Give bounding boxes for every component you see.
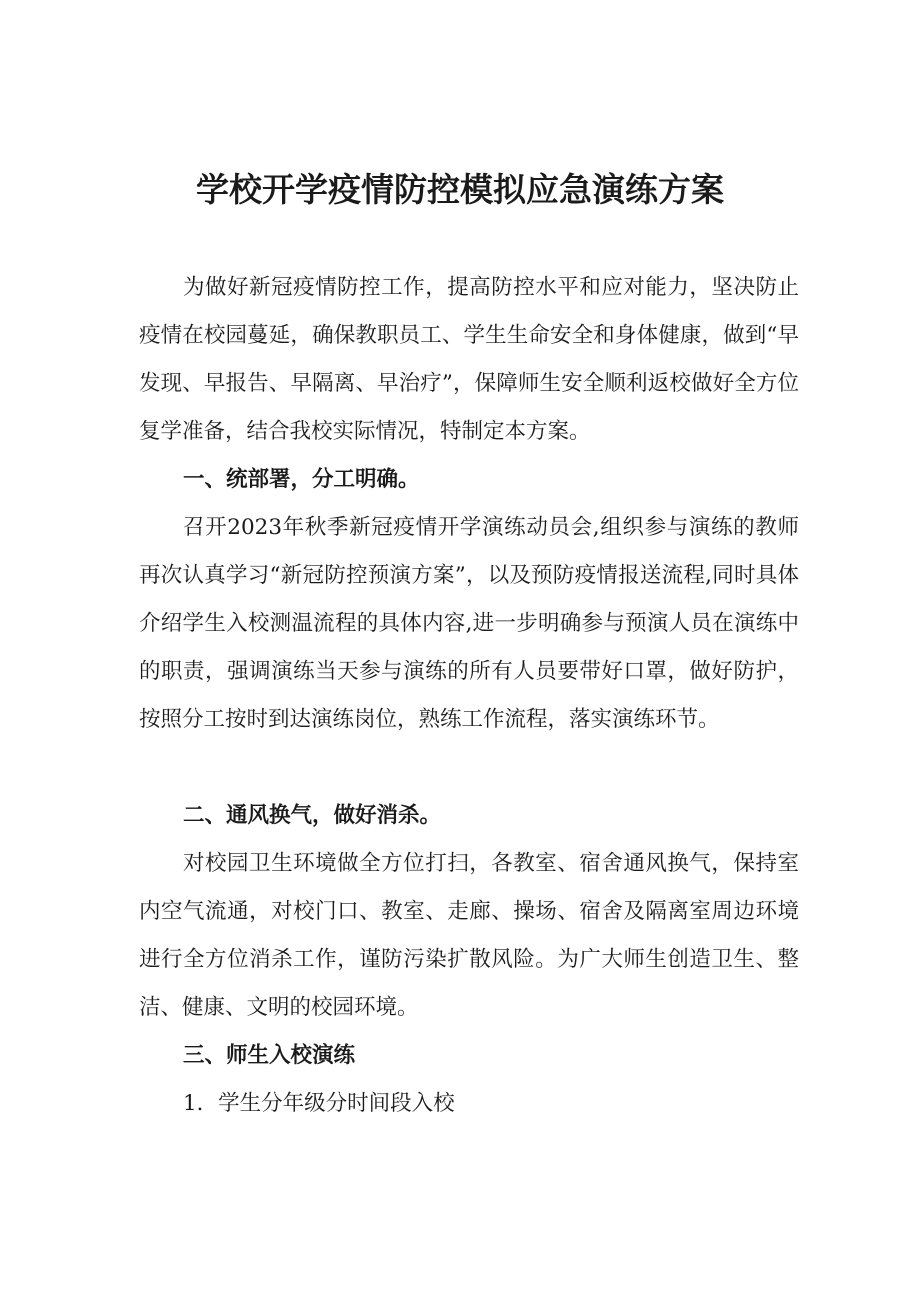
intro-paragraph: 为做好新冠疫情防控工作，提高防控水平和应对能力，坚决防止疫情在校园蔓延，确保教职员工、学生生命安全和身体健康，做到“早发现、早报告、早隔离、早治疗”，保障师生安全顺利返校做好全方位复学准备，结合我校实际情况，特制定本方案。 <box>139 275 799 444</box>
section-heading-3: 三、师生入校演练 <box>183 1043 356 1068</box>
section-body-2-block <box>139 840 799 1032</box>
section-body-1-block <box>139 504 799 744</box>
section-body-2: 对校园卫生环境做全方位打扫，各教室、宿舍通风换气，保持室内空气流通，对校门口、教室、走廊、操场、宿舍及隔离室周边环境进行全方位消杀工作，谨防污染扩散风险。为广大师生创造卫生、整洁、健康、文明的校园环境。 <box>139 851 799 1020</box>
section-heading-1: 一、统部署，分工明确。 <box>183 467 420 492</box>
section-body-1: 召开2023年秋季新冠疫情开学演练动员会,组织参与演练的教师再次认真学习“新冠防控预演方案”，以及预防疫情报送流程,同时具体介绍学生入校测温流程的具体内容,进一步明确参与预演人员在演练中的职责，强调演练当天参与演练的所有人员要带好口罩，做好防护，按照分工按时到达演练岗位，熟练工作流程，落实演练环节。 <box>139 515 799 732</box>
intro-paragraph-block <box>139 264 799 456</box>
sub-item-1: 1．学生分年级分时间段入校 <box>183 1091 455 1116</box>
document-title: 学校开学疫情防控模拟应急演练方案 <box>196 170 724 209</box>
section-heading-2: 二、通风换气，做好消杀。 <box>183 803 442 828</box>
